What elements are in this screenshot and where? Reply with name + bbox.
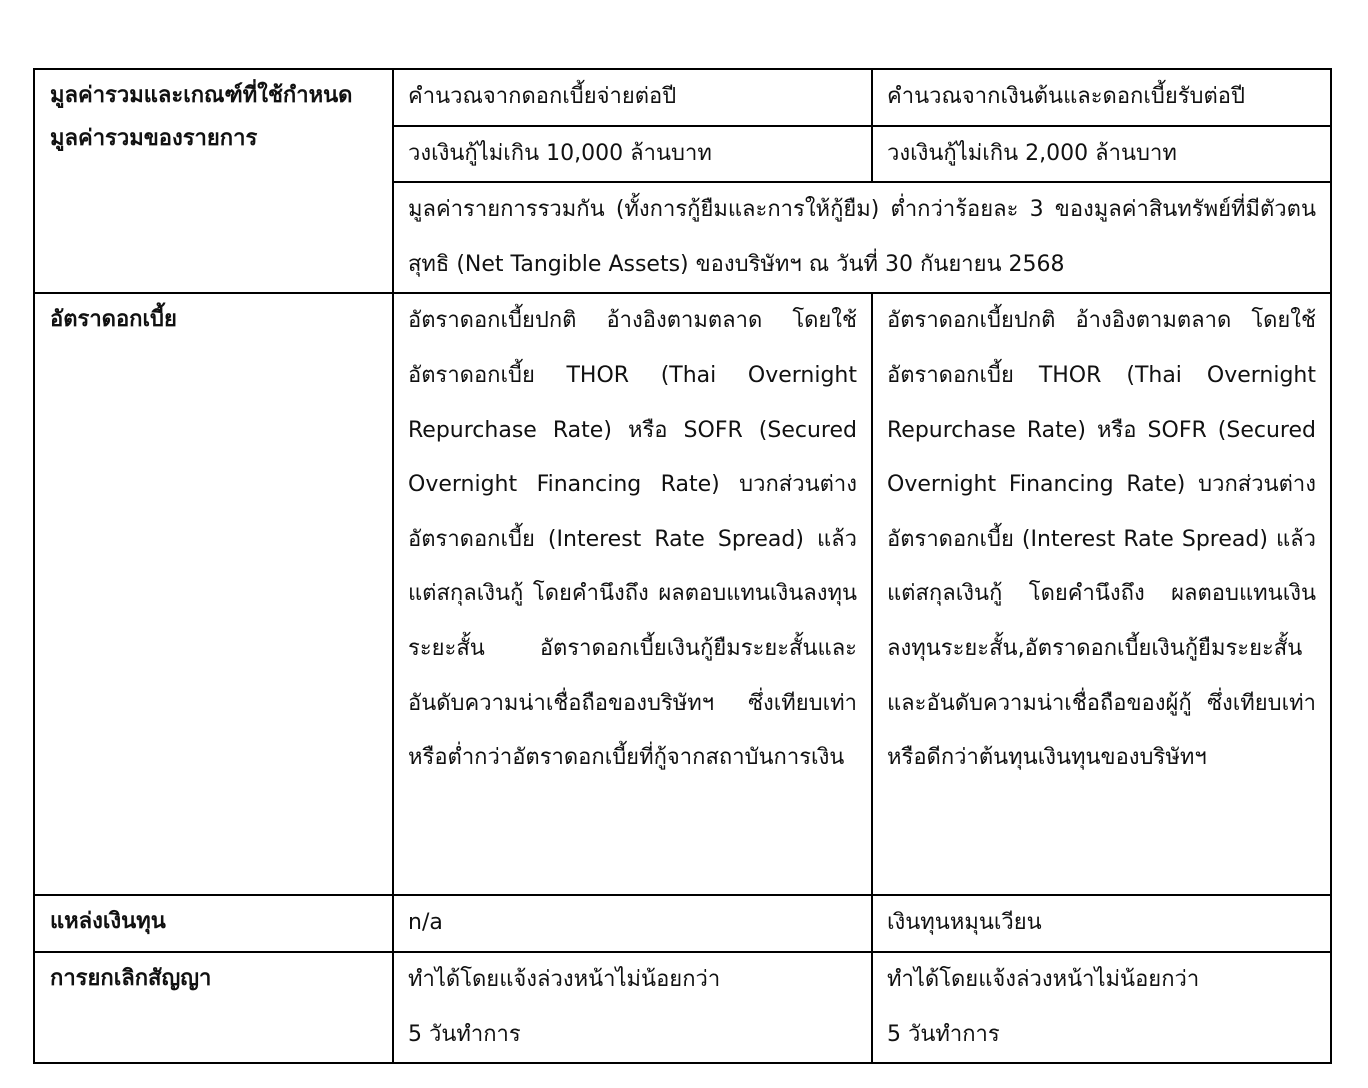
funding-source-lend-cell: เงินทุนหมุนเวียน (872, 895, 1331, 952)
lend-calc-cell: คำนวณจากเงินต้นและดอกเบี้ยรับต่อปี (872, 69, 1331, 126)
loan-terms-table (33, 68, 1332, 1064)
funding-source-label-cell (34, 895, 393, 952)
interest-rate-lend-cell: อัตราดอกเบี้ยปกติ อ้างอิงตามตลาด โดยใช้อัตราดอกเบี้ย THOR (Thai Overnight Repurchase Rate) หรือ SOFR (Secured Overnight Financing Rate) บวกส่วนต่างอัตราดอกเบี้ย (Interest Rate Spread) แล้วแต่สกุลเงินกู้ โดยคำนึงถึง ผลตอบแทนเงินลงทุนระยะสั้น,อัตราดอกเบี้ยเงินกู้ยืมระยะสั้นและอันดับความน่าเชื่อถือของผู้กู้ ซึ่งเทียบเท่าหรือดีกว่าต้นทุนเงินทุนของบริษัทฯ (872, 293, 1331, 895)
termination-lend-line2: 5 วันทำการ (887, 1021, 1000, 1047)
table-row-termination (34, 952, 1331, 1063)
interest-rate-borrow-cell: อัตราดอกเบี้ยปกติ อ้างอิงตามตลาด โดยใช้อัตราดอกเบี้ย THOR (Thai Overnight Repurchase Rate) หรือ SOFR (Secured Overnight Financing Rate) บวกส่วนต่างอัตราดอกเบี้ย (Interest Rate Spread) แล้วแต่สกุลเงินกู้ โดยคำนึงถึง ผลตอบแทนเงินลงทุนระยะสั้น อัตราดอกเบี้ยเงินกู้ยืมระยะสั้นและอันดับความน่าเชื่อถือของบริษัทฯ ซึ่งเทียบเท่าหรือต่ำกว่าอัตราดอกเบี้ยที่กู้จากสถาบันการเงิน (393, 293, 872, 895)
table-row-total-value-calc (34, 69, 1331, 126)
funding-source-borrow-cell: n/a (393, 895, 872, 952)
termination-borrow-cell (393, 952, 872, 1063)
table-row-interest-rate (34, 293, 1331, 895)
table-row-funding-source (34, 895, 1331, 952)
lend-limit-cell: วงเงินกู้ไม่เกิน 2,000 ล้านบาท (872, 126, 1331, 183)
total-value-label-cell (34, 69, 393, 293)
termination-label-cell (34, 952, 393, 1063)
termination-lend-cell (872, 952, 1331, 1063)
funding-source-label: แหล่งเงินทุน (50, 909, 166, 935)
termination-label: การยกเลิกสัญญา (50, 965, 212, 991)
termination-lend-line1: ทำได้โดยแจ้งล่วงหน้าไม่น้อยกว่า (887, 966, 1200, 992)
termination-borrow-line2: 5 วันทำการ (408, 1021, 521, 1047)
interest-rate-label: อัตราดอกเบี้ย (50, 307, 177, 333)
total-value-label: มูลค่ารวมและเกณฑ์ที่ใช้กำหนดมูลค่ารวมของรายการ (50, 83, 353, 151)
borrow-limit-cell: วงเงินกู้ไม่เกิน 10,000 ล้านบาท (393, 126, 872, 183)
combined-value-cell: มูลค่ารายการรวมกัน (ทั้งการกู้ยืมและการให้กู้ยืม) ต่ำกว่าร้อยละ 3 ของมูลค่าสินทรัพย์ที่มีตัวตนสุทธิ (Net Tangible Assets) ของบริษัทฯ ณ วันที่ 30 กันยายน 2568 (393, 182, 1331, 293)
borrow-calc-cell: คำนวณจากดอกเบี้ยจ่ายต่อปี (393, 69, 872, 126)
interest-rate-label-cell (34, 293, 393, 895)
termination-borrow-line1: ทำได้โดยแจ้งล่วงหน้าไม่น้อยกว่า (408, 966, 721, 992)
